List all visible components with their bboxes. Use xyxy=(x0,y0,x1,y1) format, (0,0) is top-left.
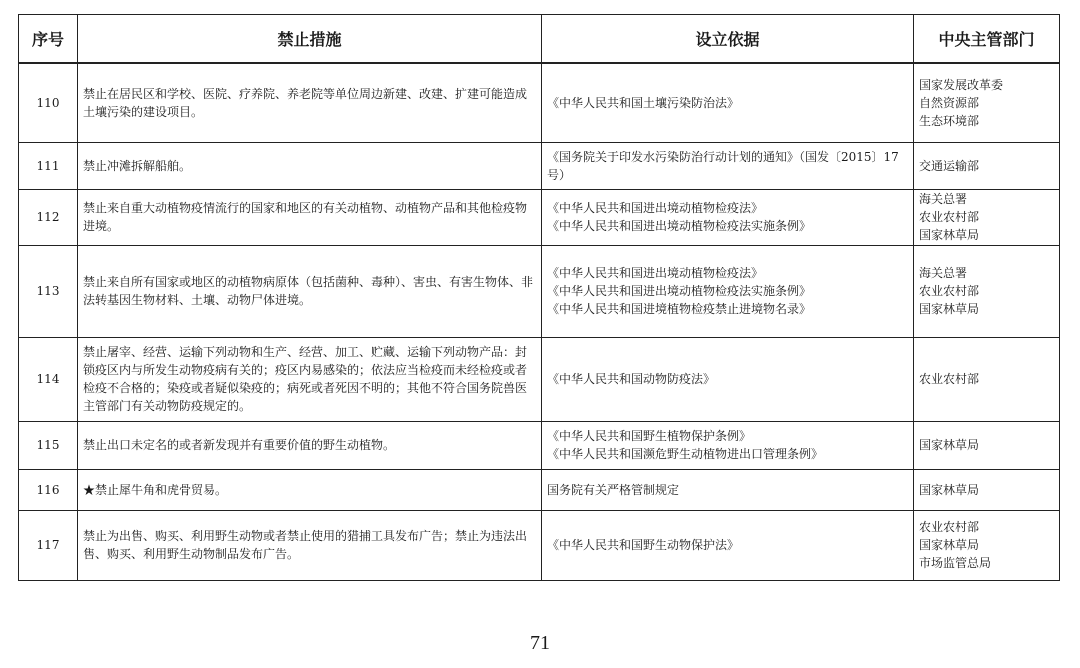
table-row xyxy=(19,63,1060,142)
prohibition-measure: 禁止来自重大动植物疫情流行的国家和地区的有关动植物、动植物产品和其他检疫物进境。 xyxy=(78,189,542,245)
legal-basis-line: 《中华人民共和国野生动物保护法》 xyxy=(547,538,740,552)
department xyxy=(914,142,1060,189)
legal-basis xyxy=(542,63,914,142)
legal-basis-line: 《中华人民共和国进出境动植物检疫法实施条例》 xyxy=(547,284,812,298)
legal-basis xyxy=(542,510,914,580)
legal-basis-line: 《中华人民共和国野生植物保护条例》 xyxy=(547,429,752,443)
header-no: 序号 xyxy=(19,15,78,64)
row-number: 111 xyxy=(19,142,78,189)
table-row xyxy=(19,142,1060,189)
prohibition-measure: 禁止屠宰、经营、运输下列动物和生产、经营、加工、贮藏、运输下列动物产品：封锁疫区内与所发生动物疫病有关的；疫区内易感染的；依法应当检疫而未经检疫或者检疫不合格的；染疫或者疑似染疫的；病死或者死因不明的；其他不符合国务院兽医主管部门有关动物防疫规定的。 xyxy=(78,337,542,421)
prohibition-measure: 禁止在居民区和学校、医院、疗养院、养老院等单位周边新建、改建、扩建可能造成土壤污染的建设项目。 xyxy=(78,63,542,142)
department xyxy=(914,63,1060,142)
legal-basis-line: 《中华人民共和国进出境动植物检疫法》 xyxy=(547,201,764,215)
legal-basis xyxy=(542,469,914,510)
table-row xyxy=(19,337,1060,421)
legal-basis xyxy=(542,337,914,421)
row-number: 114 xyxy=(19,337,78,421)
department-line: 海关总署 xyxy=(919,192,968,206)
prohibition-measure: 禁止来自所有国家或地区的动植物病原体（包括菌种、毒种）、害虫、有害生物体、非法转基因生物材料、土壤、动物尸体进境。 xyxy=(78,245,542,337)
department xyxy=(914,510,1060,580)
header-basis: 设立依据 xyxy=(542,15,914,64)
row-number: 115 xyxy=(19,421,78,469)
table-row xyxy=(19,469,1060,510)
legal-basis-line: 《中华人民共和国动物防疫法》 xyxy=(547,372,716,386)
legal-basis-line: 《中华人民共和国土壤污染防治法》 xyxy=(547,95,740,110)
table-header xyxy=(19,15,1060,64)
department xyxy=(914,337,1060,421)
prohibition-measure: 禁止出口未定名的或者新发现并有重要价值的野生动植物。 xyxy=(78,421,542,469)
row-number: 112 xyxy=(19,189,78,245)
legal-basis xyxy=(542,189,914,245)
prohibition-table xyxy=(18,14,1060,581)
legal-basis-line: 《中华人民共和国进出境动植物检疫法实施条例》 xyxy=(547,219,812,233)
table-row xyxy=(19,421,1060,469)
legal-basis-line: 《国务院关于印发水污染防治行动计划的通知》（国发〔2015〕17号） xyxy=(547,149,899,182)
department xyxy=(914,189,1060,245)
department-line: 海关总署 xyxy=(919,266,968,280)
page-number: 71 xyxy=(530,632,550,654)
legal-basis-line: 《中华人民共和国进境植物检疫禁止进境物名录》 xyxy=(547,302,812,316)
header-measure: 禁止措施 xyxy=(78,15,542,64)
department-line: 国家林草局 xyxy=(919,228,980,242)
department-line: 国家林草局 xyxy=(919,438,980,452)
table-row xyxy=(19,510,1060,580)
legal-basis-line: 《中华人民共和国进出境动植物检疫法》 xyxy=(547,266,764,280)
department-line: 国家林草局 xyxy=(919,538,980,552)
legal-basis-line: 国务院有关严格管制规定 xyxy=(547,482,680,497)
legal-basis-line: 《中华人民共和国濒危野生动植物进出口管理条例》 xyxy=(547,447,824,461)
row-number: 110 xyxy=(19,63,78,142)
department-line: 国家林草局 xyxy=(919,482,980,497)
prohibition-measure: 禁止为出售、购买、利用野生动物或者禁止使用的猎捕工具发布广告；禁止为违法出售、购买、利用野生动物制品发布广告。 xyxy=(78,510,542,580)
prohibition-measure: ★禁止犀牛角和虎骨贸易。 xyxy=(78,469,542,510)
department-line: 生态环境部 xyxy=(919,113,980,128)
legal-basis xyxy=(542,421,914,469)
department-line: 农业农村部 xyxy=(919,210,980,224)
department-line: 农业农村部 xyxy=(919,520,980,534)
department xyxy=(914,245,1060,337)
prohibition-measure: 禁止冲滩拆解船舶。 xyxy=(78,142,542,189)
legal-basis xyxy=(542,142,914,189)
department xyxy=(914,421,1060,469)
department-line: 自然资源部 xyxy=(919,95,980,110)
row-number: 116 xyxy=(19,469,78,510)
department-line: 国家发展改革委 xyxy=(919,77,1004,92)
department-line: 市场监管总局 xyxy=(919,556,992,570)
department-line: 交通运输部 xyxy=(919,158,980,173)
department-line: 国家林草局 xyxy=(919,302,980,316)
table-row xyxy=(19,189,1060,245)
legal-basis xyxy=(542,245,914,337)
table-row xyxy=(19,245,1060,337)
department-line: 农业农村部 xyxy=(919,372,980,386)
department xyxy=(914,469,1060,510)
row-number: 117 xyxy=(19,510,78,580)
table-body xyxy=(19,63,1060,580)
row-number: 113 xyxy=(19,245,78,337)
header-dept: 中央主管部门 xyxy=(914,15,1060,64)
department-line: 农业农村部 xyxy=(919,284,980,298)
